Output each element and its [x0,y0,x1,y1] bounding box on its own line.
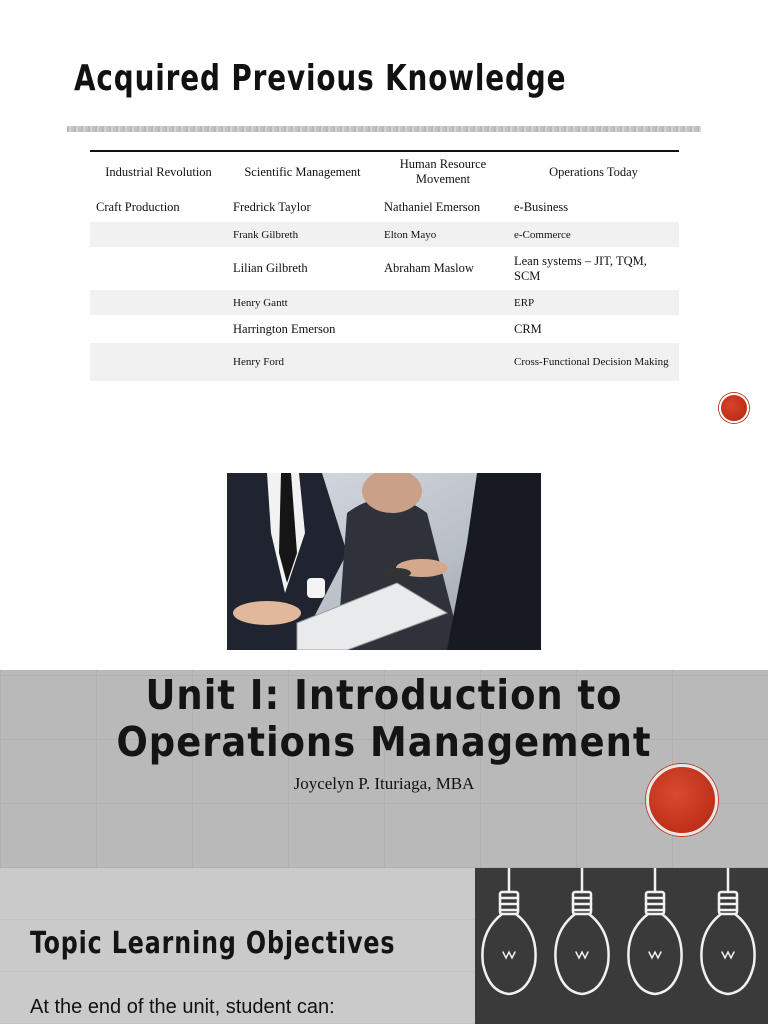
column-header: Human Resource Movement [399,157,487,186]
lightbulb-icon [628,868,681,994]
table-cell: Lean systems – JIT, TQM, SCM [514,253,647,283]
table-cell: e-Business [514,199,569,214]
table-cell [90,290,227,315]
knowledge-table [90,150,679,381]
objectives-panel [0,868,475,1024]
table-cell: CRM [514,321,542,336]
table-row [90,222,679,247]
column-header: Scientific Management [244,164,361,179]
table-cell: Craft Production [96,199,180,214]
table-cell: Elton Mayo [378,222,508,247]
table-cell: Frank Gilbreth [227,222,378,247]
slide-objectives [0,868,768,1024]
lightbulb-icon [555,868,608,994]
table-header-row [90,151,679,192]
accent-dot [719,393,749,423]
business-meeting-photo [227,473,541,650]
table-cell: Harrington Emerson [233,321,336,336]
objectives-intro: At the end of the unit, student can: [30,996,335,1018]
table-cell: Henry Gantt [227,290,378,315]
table-cell [90,222,227,247]
table-cell: ERP [508,290,679,315]
table-row [90,343,679,381]
accent-dot [646,764,718,836]
table-cell: Cross-Functional Decision Making [508,343,679,381]
table-cell: Henry Ford [227,343,378,381]
lightbulb-illustration [475,868,768,1024]
slide-title: Acquired Previous Knowledge [74,58,567,99]
table-cell [90,343,227,381]
table-cell [378,290,508,315]
unit-title: Unit I: Introduction to Operations Management [116,671,652,766]
lightbulb-icon [701,868,754,994]
table-cell [90,247,227,290]
table-row [90,192,679,222]
table-cell: e-Commerce [508,222,679,247]
title-divider [67,126,701,132]
table-row [90,290,679,315]
slide-unit-title [0,670,768,868]
table-cell [90,315,227,343]
table-cell: Nathaniel Emerson [384,199,481,214]
lightbulb-icon [482,868,535,994]
author-name: Joycelyn P. Ituriaga, MBA [293,774,475,793]
table-cell: Abraham Maslow [384,261,474,275]
table-row [90,247,679,290]
table-row [90,315,679,343]
table-cell [378,315,508,343]
objectives-title: Topic Learning Objectives [30,926,396,961]
column-header: Industrial Revolution [105,164,212,179]
table-cell: Lilian Gilbreth [233,261,308,275]
table-cell [378,343,508,381]
table-cell: Fredrick Taylor [233,199,311,214]
column-header: Operations Today [549,164,638,179]
